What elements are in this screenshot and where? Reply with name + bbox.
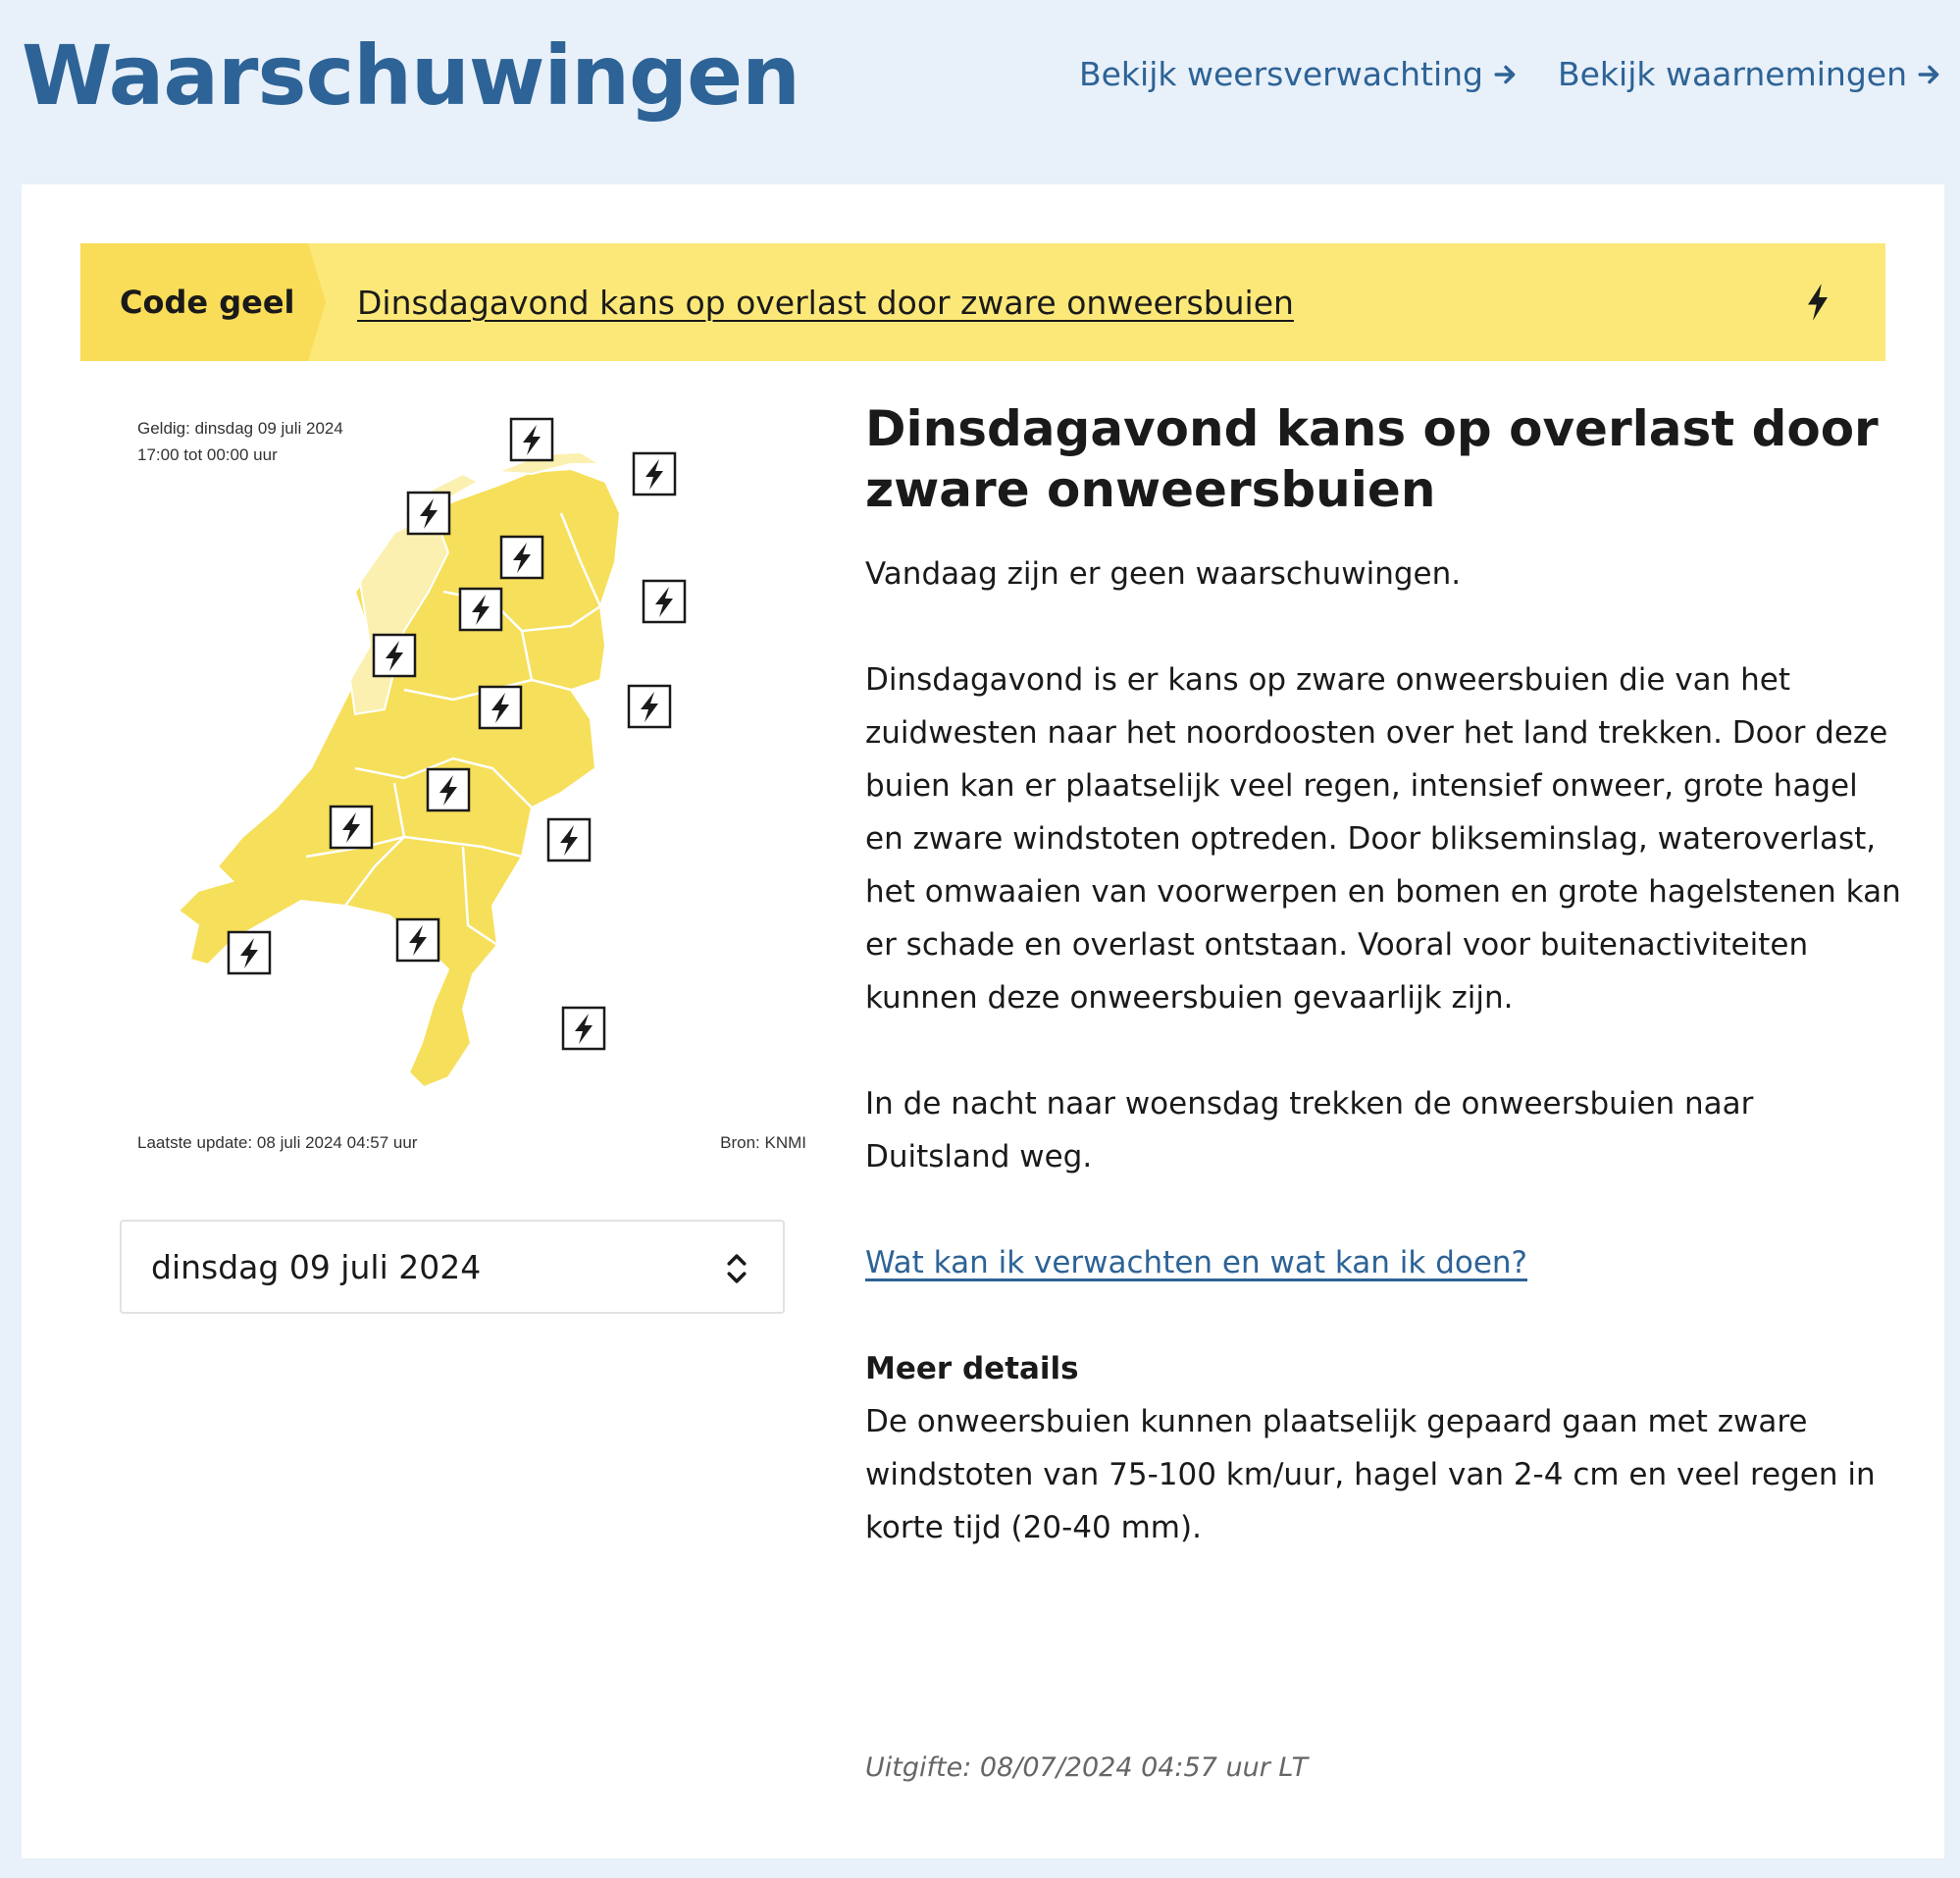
arrow-right-icon bbox=[1917, 62, 1942, 87]
details-text: De onweersbuien kunnen plaatselijk gepaard gaan met zware windstoten van 75-100 km/uur, hagel van 2-4 cm en veel regen in korte tijd (20-40 mm). bbox=[865, 1404, 1876, 1545]
map-validity bbox=[137, 415, 343, 468]
warning-banner[interactable] bbox=[80, 243, 1885, 361]
lightning-icon bbox=[1803, 283, 1832, 322]
forecast-link-label: Bekijk weersverwachting bbox=[1078, 55, 1483, 93]
chevron-up-down-icon bbox=[724, 1251, 749, 1286]
date-select[interactable] bbox=[120, 1220, 785, 1314]
night-text: In de nacht naar woensdag trekken de onweersbuien naar Duitsland weg. bbox=[865, 1086, 1754, 1174]
warning-code-badge: Code geel bbox=[80, 243, 308, 361]
warning-title: Dinsdagavond kans op overlast door zware onweersbuien bbox=[865, 400, 1879, 518]
today-text: Vandaag zijn er geen waarschuwingen. bbox=[865, 556, 1462, 592]
arrow-right-icon bbox=[1493, 62, 1519, 87]
warning-description: Dinsdagavond is er kans op zware onweersbuien die van het zuidwesten naar het noordoosten over het land trekken. Door deze buien kan er plaatselijk veel regen, intensief onweer, grote hagel en zware windstoten optreden. Door blikseminslag, wateroverlast, het omwaaien van voorwerpen en bomen en grote hagelstenen kan er schade en overlast ontstaan. Vooral voor buitenactiviteiten kunnen deze onweersbuien gevaarlijk zijn. bbox=[865, 662, 1901, 1016]
top-header bbox=[0, 0, 1960, 184]
page-title: Waarschuwingen bbox=[22, 27, 799, 124]
details-title: Meer details bbox=[865, 1351, 1079, 1386]
map-valid-date: Geldig: dinsdag 09 juli 2024 bbox=[137, 419, 343, 438]
issued-timestamp: Uitgifte: 08/07/2024 04:57 uur LT bbox=[865, 1752, 1309, 1783]
forecast-link[interactable] bbox=[1079, 51, 1519, 98]
observations-link[interactable] bbox=[1558, 51, 1942, 98]
warning-card bbox=[22, 184, 1944, 1858]
warning-map[interactable] bbox=[110, 395, 816, 1161]
warning-content bbox=[865, 398, 1905, 1554]
header-nav bbox=[1079, 51, 1942, 98]
help-link[interactable]: Wat kan ik verwachten en wat kan ik doen? bbox=[865, 1245, 1528, 1280]
date-select-value: dinsdag 09 juli 2024 bbox=[151, 1247, 482, 1286]
map-source: Bron: KNMI bbox=[720, 1133, 806, 1152]
map-last-update: Laatste update: 08 juli 2024 04:57 uur bbox=[137, 1133, 418, 1152]
netherlands-map bbox=[110, 395, 816, 1161]
warning-banner-link[interactable]: Dinsdagavond kans op overlast door zware onweersbuien bbox=[357, 283, 1294, 322]
observations-link-label: Bekijk waarnemingen bbox=[1557, 55, 1907, 93]
map-valid-time: 17:00 tot 00:00 uur bbox=[137, 445, 278, 464]
